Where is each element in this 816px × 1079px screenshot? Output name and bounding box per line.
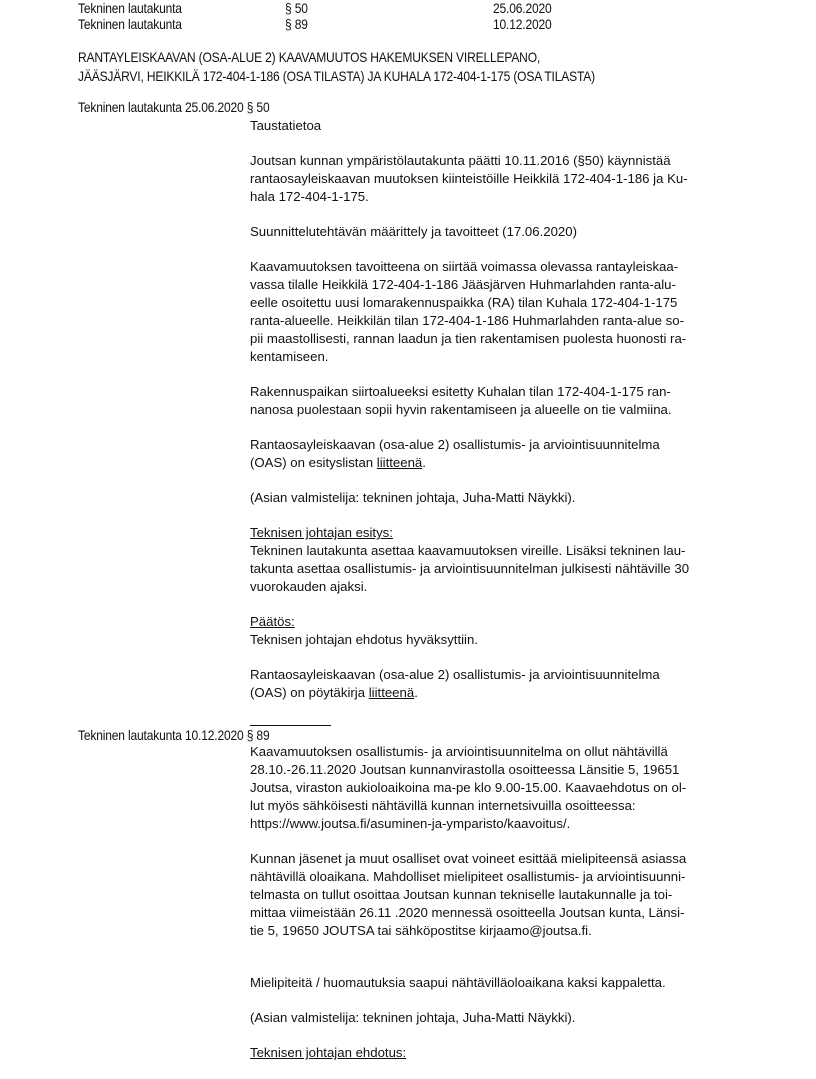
text-line: kentamiseen.: [250, 349, 329, 364]
text-line: [250, 684, 720, 702]
paragraph: [250, 743, 720, 833]
text-line: ranta-alueelle. Heikkilän tilan 172-404-1-186 Huhmarlahden ranta-alue so-: [250, 313, 684, 328]
text-line: Kaavamuutoksen osallistumis- ja arviointisuunnitelma on ollut nähtävillä: [250, 744, 668, 759]
text-line: vuorokauden ajaksi.: [250, 579, 368, 594]
proposal-heading: Teknisen johtajan esitys:: [250, 525, 393, 540]
text-line: eelle osoitettu uusi lomarakennuspaikka (RA) tilan Kuhala 172-404-1-175: [250, 295, 678, 310]
text-fragment: (OAS) on esityslistan: [250, 455, 377, 470]
proposal: [250, 524, 720, 596]
attachment-link[interactable]: liitteenä: [368, 685, 415, 700]
text-fragment: (OAS) on pöytäkirja: [250, 685, 369, 700]
separator-line: [250, 725, 331, 726]
title-line: RANTAYLEISKAAVAN (OSA-ALUE 2) KAAVAMUUTOS HAKEMUKSEN VIRELLEPANO,: [78, 49, 541, 65]
text-line: Mielipiteitä / huomautuksia saapui nähtävilläoloaikana kaksi kappaletta.: [250, 975, 666, 990]
text-line: pii maastollisesti, rannan laadun ja tien rakentamisen puolesta huonosti ra-: [250, 331, 687, 346]
text-line: [250, 454, 720, 472]
text-line: vassa tilalle Heikkilä 172-404-1-186 Jääsjärven Huhmarlahden ranta-alu-: [250, 277, 676, 292]
header-row: [78, 16, 778, 34]
text-line: takunta asettaa osallistumis- ja arviointisuunnitelman julkisesti nähtäville 30: [250, 561, 690, 576]
header-section: § 89: [285, 16, 308, 32]
title-line: JÄÄSJÄRVI, HEIKKILÄ 172-404-1-186 (OSA TILASTA) JA KUHALA 172-404-1-175 (OSA TILASTA): [78, 68, 595, 84]
preparer-note: (Asian valmistelija: tekninen johtaja, Juha-Matti Näykki).: [250, 490, 576, 505]
text-line: Rantaosayleiskaavan (osa-alue 2) osallistumis- ja arviointisuunnitelma: [250, 437, 660, 452]
text-line: lut myös sähköisesti nähtävillä kunnan internetsivuilla osoitteessa:: [250, 798, 636, 813]
paragraph: [250, 666, 720, 702]
text-fragment: .: [414, 685, 418, 700]
text-line: mittaa viimeistään 26.11 .2020 mennessä osoitteella Joutsan kunta, Länsi-: [250, 905, 685, 920]
section-heading: Tekninen lautakunta 10.12.2020 § 89: [78, 727, 270, 743]
text-line: Kaavamuutoksen tavoitteena on siirtää voimassa olevassa rantayleiskaa-: [250, 259, 679, 274]
section-1-body: [250, 117, 720, 719]
section-heading: Tekninen lautakunta 25.06.2020 § 50: [78, 99, 270, 115]
text-line: nanosa puolestaan sopii hyvin rakentamiseen ja alueelle on tie valmiina.: [250, 402, 672, 417]
paragraph: [250, 436, 720, 472]
text-line: nähtävillä oloaikana. Mahdolliset mielipiteet osallistumis- ja arviointisuunni-: [250, 869, 686, 884]
paragraph: [250, 152, 720, 206]
background-label: Taustatietoa: [250, 118, 322, 133]
text-line: Joutsan kunnan ympäristölautakunta päätti 10.11.2016 (§50) käynnistää: [250, 153, 671, 168]
decision-heading: Päätös:: [250, 614, 295, 629]
text-line: https://www.joutsa.fi/asuminen-ja-ymparisto/kaavoitus/.: [250, 816, 571, 831]
text-line: Kunnan jäsenet ja muut osalliset ovat voineet esittää mielipiteensä asiassa: [250, 851, 687, 866]
document-title: [78, 48, 816, 86]
text-line: Tekninen lautakunta asettaa kaavamuutoksen vireille. Lisäksi tekninen lau-: [250, 543, 686, 558]
decision-text: Teknisen johtajan ehdotus hyväksyttiin.: [250, 632, 478, 647]
preparer-note: (Asian valmistelija: tekninen johtaja, Juha-Matti Näykki).: [250, 1010, 576, 1025]
header-section: § 50: [285, 0, 308, 16]
text-line: tie 5, 19650 JOUTSA tai sähköpostitse kirjaamo@joutsa.fi.: [250, 923, 592, 938]
text-line: 28.10.-26.11.2020 Joutsan kunnanvirastolla osoitteessa Länsitie 5, 19651: [250, 762, 680, 777]
text-line: Rakennuspaikan siirtoalueeksi esitetty Kuhalan tilan 172-404-1-175 ran-: [250, 384, 671, 399]
header-body: Tekninen lautakunta: [78, 0, 182, 16]
paragraph: [250, 383, 720, 419]
text-line: Rantaosayleiskaavan (osa-alue 2) osallistumis- ja arviointisuunnitelma: [250, 667, 660, 682]
text-line: hala 172-404-1-175.: [250, 189, 369, 204]
header-body: Tekninen lautakunta: [78, 16, 182, 32]
subheading: Suunnittelutehtävän määrittely ja tavoitteet (17.06.2020): [250, 224, 577, 239]
paragraph: [250, 258, 720, 366]
text-line: Joutsa, viraston aukioloaikoina ma-pe klo 9.00-15.00. Kaavaehdotus on ol-: [250, 780, 687, 795]
proposal-heading: Teknisen johtajan ehdotus:: [250, 1045, 407, 1060]
text-fragment: .: [422, 455, 426, 470]
header-date: 10.12.2020: [493, 16, 552, 32]
paragraph: [250, 850, 720, 940]
text-line: rantaosayleiskaavan muutoksen kiinteistöille Heikkilä 172-404-1-186 ja Ku-: [250, 171, 688, 186]
text-line: telmasta on tullut osoittaa Joutsan kunnan tekniselle lautakunnalle ja toi-: [250, 887, 673, 902]
section-2-body: [250, 743, 720, 1079]
header-date: 25.06.2020: [493, 0, 552, 16]
decision: [250, 613, 720, 649]
attachment-link[interactable]: liitteenä: [376, 455, 423, 470]
